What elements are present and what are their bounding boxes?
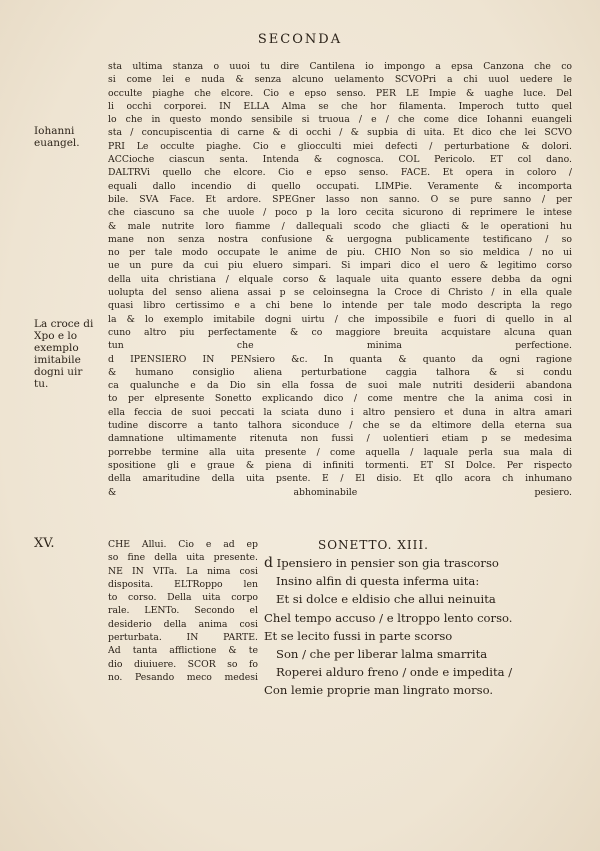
text-line: uolupta del senso aliena assai p se celoinsegna la Croce di Christo / in ella quale	[108, 287, 572, 299]
text-line: & male nutrite loro fiamme / dallequali scodo che gliacti & le operationi hu	[108, 220, 572, 232]
text-line: tudine discorre a tanto talhora siconduce / che se da eltimore della eterna sua	[108, 420, 572, 432]
verse-line: Con lemie proprie man lingrato morso.	[264, 683, 494, 698]
verse-line: Son / che per liberar lalma smarrita	[276, 647, 488, 662]
text-line: lo che in questo mondo sensibile si truoua / e / che come dice Iohanni euangeli	[108, 114, 572, 126]
verse-text: Ipensiero in pensier son gia trascorso	[276, 556, 499, 570]
margin-note-line: Xpo e lo	[34, 330, 78, 342]
sonnet-verse	[264, 554, 564, 700]
text-line: DALTRVi quello che elcore. Cio e epso senso. FACE. Et opera in coloro /	[108, 167, 572, 179]
margin-note-line: imitabile	[34, 354, 81, 366]
verse-line: Insino alfin di questa infermа uita:	[276, 574, 480, 589]
text-line: della uita christiana / elquale corso & laquale uita quanto essere debba da ogni	[108, 273, 572, 285]
verse-line: Chel tempo accuso / e ltroppo lento corso.	[264, 610, 513, 625]
text-line: to per elpresente Sonetto explicando dico / come mentre che la anima cosi in	[108, 393, 572, 405]
text-line: no. Pesando meco medesi	[108, 671, 258, 683]
text-line: & abhominabile pesiero.	[108, 486, 572, 498]
commentary-continuation	[108, 538, 258, 684]
text-line: che ciascuno sa che uuole / poco p la loro cecita sicurono di reprimere le intese	[108, 207, 572, 219]
verse-line: Roperei alduro freno / onde e impedita /	[276, 665, 513, 680]
text-line: quasi libro certissimo e a chi bene lo intende per tale modo descripta la rego	[108, 300, 572, 312]
text-line: CHE Allui. Cio e ad ep	[108, 539, 258, 550]
margin-note-iohanni	[34, 125, 80, 149]
text-line: perturbata. IN PARTE.	[108, 632, 258, 644]
text-line: porrebbe termine alla uita presente / come aquella / laquale perla sua mala di	[108, 446, 572, 458]
margin-note-croce	[34, 318, 93, 390]
commentary-text	[108, 60, 572, 499]
page-header: SECONDA	[257, 32, 343, 47]
text-line: so fine della uita presente.	[108, 552, 258, 564]
text-line: sta / concupiscentia di carne & di occhi / & supbia di uita. Et dico che lei SCVO	[108, 127, 572, 139]
margin-note-line: dogni uir	[34, 366, 83, 378]
text-line: occulte piaghe che elcore. Cio e epso senso. PER LE Impie & uaghe luce. Del	[108, 87, 572, 99]
text-line: Ad tanta afflictione & te	[108, 645, 258, 657]
text-line: li occhi corporei. IN ELLA Alma se che hor filamenta. Imperoch tutto quel	[108, 100, 572, 112]
text-line: NE IN VITa. La nima cosi	[108, 565, 258, 577]
text-line: della amaritudine della uita psente. E / El disio. Et qllo acora ch inhumano	[108, 473, 572, 485]
text-line: ue un pure da cui piu eluero simpari. Si impari dico el uero & legitimo corso	[108, 260, 572, 272]
text-line: la & lo exemplo imitabile dogni uirtu / che impossibile e fuori di quello in al	[108, 313, 572, 325]
text-line: d IPENSIERO IN PENsiero &c. In quanta & quanto da ogni ragione	[108, 353, 572, 365]
text-line: & humano consiglio aliena perturbatione caggia talhora & si condu	[108, 366, 572, 378]
text-line: PRI Le occulte piaghe. Cio e gliocculti miei defecti / perturbatione & dolori.	[108, 140, 572, 152]
margin-note-line: tu.	[34, 378, 49, 390]
text-line: si come lei e nuda & senza alcuno uelamento SCVOPri a chi uuol uedere le	[108, 74, 572, 86]
text-line: desiderio della anima cosi	[108, 618, 258, 630]
text-line: spositione gli e graue & piena di infiniti tormenti. ET SI Dolce. Per rispecto	[108, 459, 572, 471]
verse-line: Et se lecito fussi in parte scorso	[264, 628, 453, 643]
text-line: no per tale modo occupate le anime de piu. CHIO Non so sio meldica / no ui	[108, 247, 572, 259]
text-line: tun che minima perfectione.	[108, 340, 572, 352]
verse-line	[264, 554, 564, 572]
text-line: cuno altro piu perfectamente & co maggiore breuita acquistare alcuna quan	[108, 326, 572, 338]
text-line: ca qualunche e da Dio sin ella fossa de suoi male nutriti desiderii abandona	[108, 380, 572, 392]
text-line: ACCioche ciascun senta. Intenda & cognosca. COL Pericolo. ET col dano.	[108, 154, 572, 166]
margin-note-line: euangel.	[34, 137, 80, 149]
margin-note-line: exemplo	[34, 342, 79, 354]
sonnet-initial: d	[264, 555, 273, 571]
text-line: to corso. Della uita corpo	[108, 592, 258, 604]
text-line: damnatione ultimamente ritenuta non fussi / uolentieri etiam p se medesima	[108, 433, 572, 445]
text-line: dio diuiuere. SCOR so fo	[108, 658, 258, 670]
text-line: rale. LENTo. Secondo el	[108, 605, 258, 617]
text-line: bile. SVA Face. Et ardore. SPEGner lasso non sanno. O se pure sanno / per	[108, 193, 572, 205]
text-line: ella feccia de suoi peccati la sciata duno i altro pensiero et duna in altra amari	[108, 406, 572, 418]
text-line: sta ultima stanza o uuoi tu dire Cantilena io impongo a epsa Canzona che co	[108, 61, 572, 72]
verse-line: Et si dolce e eldisio che allui neinuita	[276, 592, 496, 607]
margin-note-xv	[34, 538, 55, 550]
margin-note-line: XV.	[34, 536, 55, 551]
text-line: mane non senza nostra confusione & uergogna publicamente testificano / so	[108, 233, 572, 245]
text-line: disposita. ELTRoppo len	[108, 578, 258, 590]
sonnet-title: SONETTO. XIII.	[318, 538, 429, 552]
margin-note-line: Iohanni	[34, 125, 75, 137]
text-line: equali dallo incendio di quello occupati. LIMPie. Veramente & incomporta	[108, 180, 572, 192]
margin-note-line: La croce di	[34, 318, 94, 330]
